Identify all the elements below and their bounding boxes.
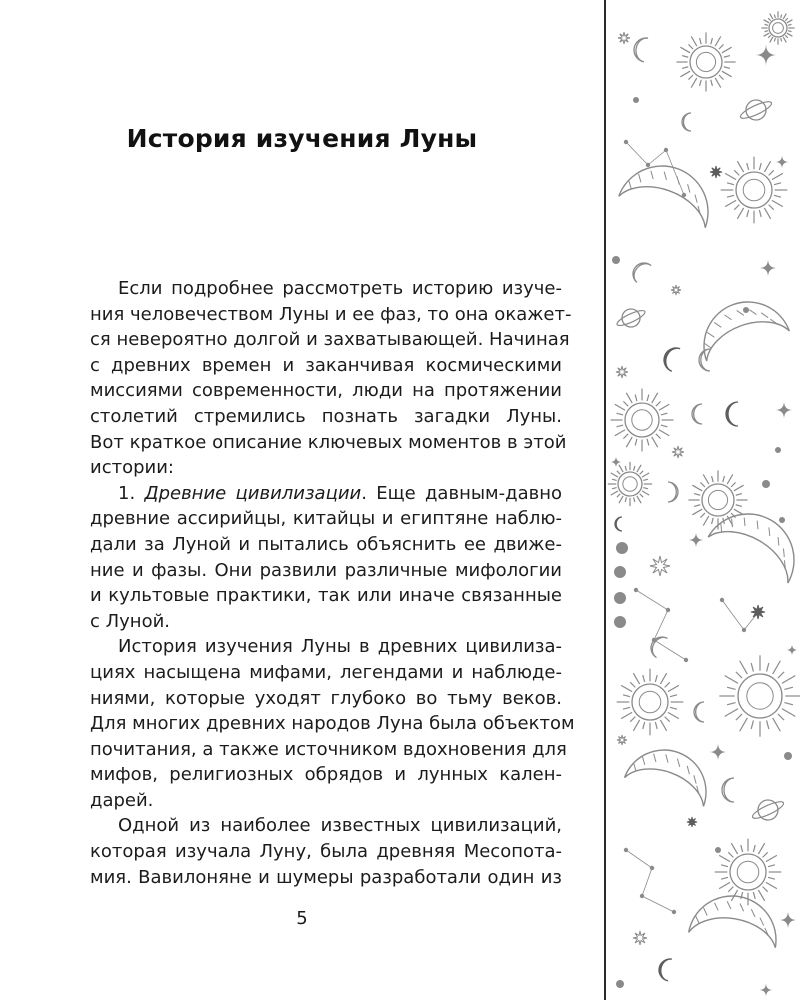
text-run: с Луной. — [90, 610, 171, 632]
chapter-title: История изучения Луны — [126, 124, 478, 153]
text-line — [90, 353, 562, 379]
star-icon — [710, 166, 722, 178]
text-line — [90, 813, 562, 839]
sparkle-icon — [759, 259, 777, 277]
text-run: мифов, религиозных обрядов и лунных кален- — [90, 764, 562, 786]
planet-icon — [615, 308, 646, 328]
dot-icon — [743, 307, 749, 313]
dot-icon — [616, 980, 624, 988]
text-run: 1. — [118, 482, 145, 504]
sparkle-icon — [775, 155, 789, 169]
text-line — [90, 609, 562, 635]
sun-icon — [608, 462, 652, 506]
text-run: Вот краткое описание ключевых моментов в этой — [90, 431, 567, 453]
text-line — [90, 788, 562, 814]
dot-icon — [784, 752, 792, 760]
text-line — [90, 455, 562, 481]
moon-icon — [661, 345, 680, 372]
star-icon — [672, 446, 684, 458]
sparkle-icon — [759, 983, 773, 997]
moon-icon — [722, 778, 734, 802]
dot-icon — [779, 517, 785, 523]
celestial-pattern-panel — [606, 0, 800, 1000]
text-run: дарей. — [90, 789, 154, 811]
sun-icon — [761, 11, 794, 44]
large-crescent-icon — [689, 889, 783, 948]
moon-icon — [726, 402, 738, 426]
text-line — [90, 481, 562, 507]
dot-icon — [614, 592, 626, 604]
sun-icon — [688, 470, 747, 529]
text-line — [90, 711, 575, 737]
text-line — [90, 634, 562, 660]
text-run: Одной из наиболее известных цивилизаций, — [118, 815, 562, 837]
dot-icon — [612, 256, 620, 264]
sparkle-icon — [755, 44, 777, 66]
sparkle-icon — [775, 401, 793, 419]
text-run: Если подробнее рассмотреть историю изуче- — [118, 278, 562, 299]
text-line — [90, 737, 567, 763]
star-icon — [751, 605, 765, 619]
text-run: столетий стремились познать загадки Луны. — [90, 405, 562, 427]
dot-icon — [614, 566, 626, 578]
text-run: истории: — [90, 457, 174, 479]
text-run: дали за Луной и пытались объяснить ее движе- — [90, 533, 562, 555]
text-line — [90, 532, 562, 558]
sparkle-icon — [779, 911, 797, 929]
italic-heading: Древние цивилизации — [144, 482, 362, 504]
constellation-icon — [634, 588, 688, 662]
dot-icon — [614, 616, 626, 628]
constellation-icon — [624, 848, 676, 914]
text-run: ниями, которые уходят глубоко во тьму веков. — [90, 687, 562, 709]
text-run: ся невероятно долгой и захватывающей. Начиная — [90, 329, 570, 351]
text-line — [90, 327, 570, 353]
text-line — [90, 839, 562, 865]
star-icon — [617, 735, 627, 745]
moon-icon — [647, 633, 668, 658]
text-run: и культовые практики, так или иначе связанные — [90, 585, 562, 607]
text-run: ние и фазы. Они развили различные мифологии — [90, 559, 562, 581]
text-line — [90, 762, 562, 788]
sun-icon — [676, 32, 735, 91]
text-line — [90, 583, 562, 609]
page-number: 5 — [296, 908, 308, 929]
text-line — [90, 506, 562, 532]
sparkle-icon — [709, 743, 727, 761]
sun-icon — [719, 655, 800, 736]
moon-icon — [632, 36, 648, 62]
text-run: циях насыщена мифами, легендами и наблюде- — [90, 661, 562, 683]
text-run: почитания, а также источником вдохновения для — [90, 738, 567, 760]
star-icon — [616, 366, 628, 378]
dot-icon — [633, 97, 639, 103]
moon-icon — [629, 259, 652, 283]
large-crescent-icon — [619, 153, 721, 228]
sparkle-icon — [688, 532, 704, 548]
moon-icon — [615, 517, 622, 531]
star-icon — [650, 556, 670, 576]
celestial-pattern — [606, 0, 800, 1000]
dot-icon — [775, 447, 781, 453]
dot-icon — [762, 480, 770, 488]
sun-icon — [611, 389, 674, 452]
text-run: с древних времен и заканчивая космическими — [90, 354, 562, 376]
text-line — [90, 404, 562, 430]
dot-icon — [715, 847, 721, 853]
large-crescent-icon — [625, 738, 718, 806]
text-line — [90, 430, 567, 456]
text-run: миссиями современности, люди на протяжении — [90, 380, 562, 402]
text-line — [90, 686, 562, 712]
moon-icon — [668, 482, 678, 502]
text-line — [90, 660, 562, 686]
text-line — [90, 302, 572, 328]
large-crescent-icon — [708, 497, 800, 583]
text-line — [90, 378, 562, 404]
text-run: История изучения Луны в древних цивилиза- — [118, 636, 562, 658]
moon-icon — [694, 702, 704, 722]
sparkle-icon — [786, 644, 798, 656]
text-line — [90, 558, 562, 584]
star-icon — [671, 285, 681, 295]
text-line — [90, 276, 562, 302]
text-run: Для многих древних народов Луна была объектом — [90, 713, 575, 735]
moon-icon — [692, 404, 702, 424]
text-run: мия. Вавилоняне и шумеры разработали один из — [90, 866, 562, 888]
star-icon — [633, 931, 647, 945]
dot-icon — [616, 542, 628, 554]
star-icon — [687, 817, 697, 827]
sun-icon — [617, 669, 684, 736]
moon-icon — [682, 113, 691, 131]
text-run: . Еще давным-давно — [361, 482, 562, 504]
sun-icon — [715, 839, 782, 906]
sun-icon — [721, 157, 788, 224]
planet-icon — [751, 799, 786, 822]
text-run: ния человечеством Луны и ее фаз, то она окажет- — [90, 303, 572, 325]
moon-icon — [657, 957, 672, 981]
text-line — [90, 865, 562, 891]
text-run: которая изучала Луну, была древняя Месопота- — [90, 841, 562, 863]
body-text — [90, 276, 575, 890]
planet-icon — [739, 99, 774, 122]
star-icon — [618, 32, 630, 44]
text-run: древние ассирийцы, китайцы и египтяне наблю- — [90, 508, 562, 530]
